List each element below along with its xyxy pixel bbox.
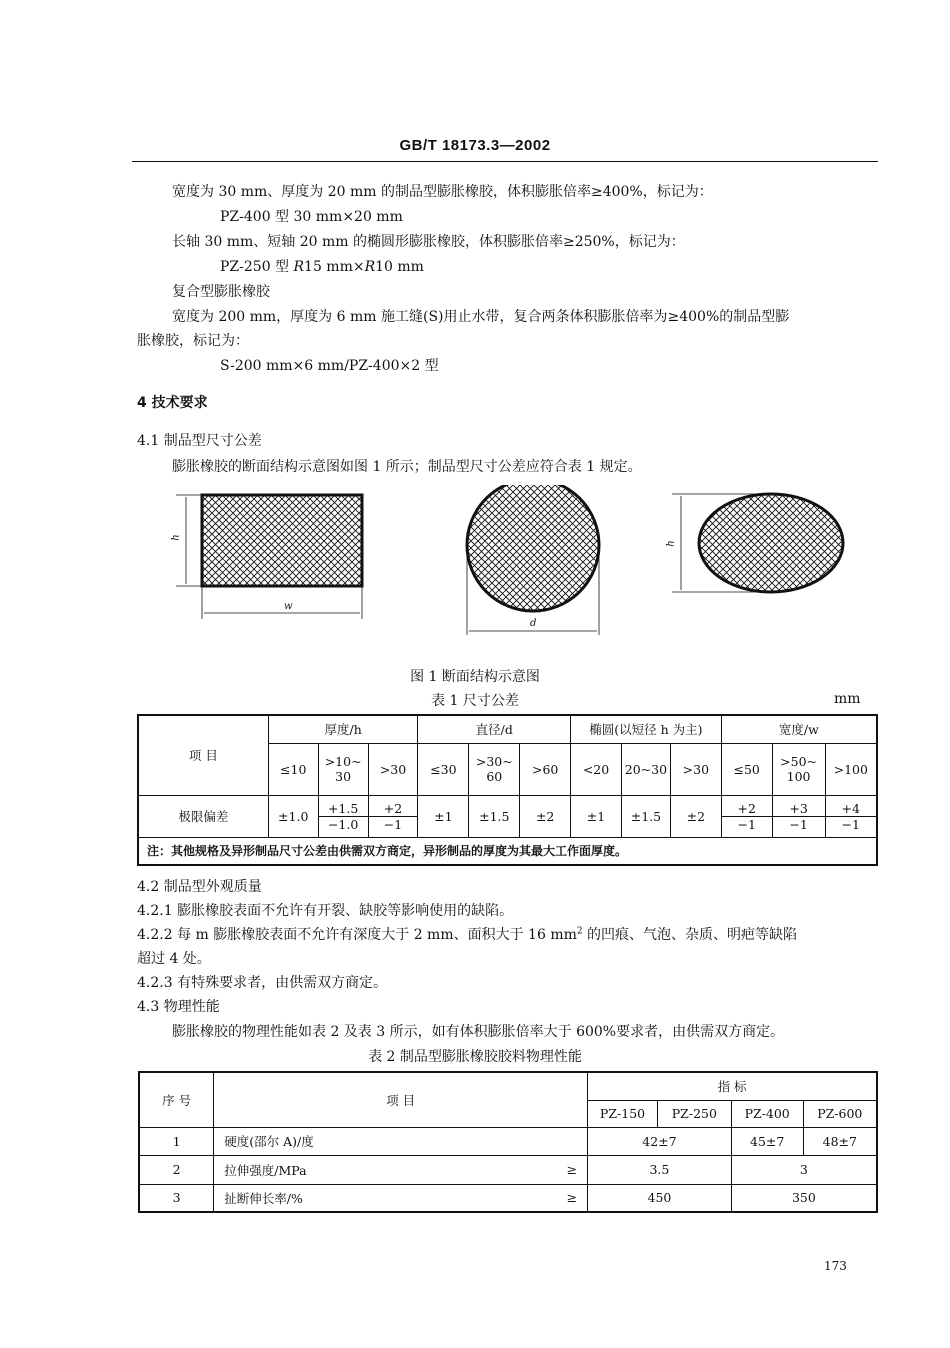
para-3: 复合型膨胀橡胶 — [172, 284, 270, 300]
table-1-sub: ≤30 — [418, 743, 469, 795]
fig-label-h2: h — [665, 540, 677, 547]
table-1-cell: +4 −1 — [825, 795, 877, 837]
table-2-value: 42±7 — [588, 1127, 732, 1155]
table-2-sign: ≥ — [513, 1155, 588, 1184]
section-4-2-2b: 超过 4 处。 — [137, 951, 211, 967]
table-2-value: 3.5 — [588, 1155, 732, 1184]
header-rule — [132, 161, 878, 162]
table-1-item-header: 项 目 — [138, 715, 268, 795]
page-header: GB/T 18173.3—2002 — [399, 137, 551, 154]
table-1-cell: ±1.5 — [621, 795, 670, 837]
para-4b: 胀橡胶，标记为： — [137, 333, 249, 349]
table-2-grade: PZ-250 — [657, 1100, 731, 1127]
section-4-2-1: 4.2.1 膨胀橡胶表面不允许有开裂、缺胶等影响使用的缺陷。 — [137, 903, 514, 919]
table-1-sub: 20~30 — [621, 743, 670, 795]
fig-label-d: d — [530, 618, 537, 629]
table-1-unit: mm — [834, 691, 861, 707]
fig-label-w: w — [284, 601, 293, 612]
table-row — [139, 1127, 877, 1155]
table-1-group-diameter: 直径/d — [418, 715, 571, 743]
section-4-3-heading: 4.3 物理性能 — [137, 999, 220, 1015]
section-4-3-text: 膨胀橡胶的物理性能如表 2 及表 3 所示，如有体积膨胀倍率大于 600%要求者，由供需双方商定。 — [172, 1024, 785, 1040]
table-1-cell: +1.5 −1.0 — [318, 795, 368, 837]
table-1-sub: >50~ 100 — [772, 743, 825, 795]
fig-label-h1: h — [170, 534, 182, 541]
table-2-item: 扯断伸长率/% — [214, 1184, 513, 1212]
para-4-mark: S-200 mm×6 mm/PZ-400×2 型 — [220, 358, 439, 374]
table-1-sub: >60 — [520, 743, 571, 795]
table-1-sub: ≤10 — [268, 743, 318, 795]
circle-section-shape — [467, 485, 599, 611]
table-2-value: 450 — [588, 1184, 732, 1212]
table-2-sign: ≥ — [513, 1184, 588, 1212]
table-2-value: 45±7 — [731, 1127, 803, 1155]
section-4-1-text: 膨胀橡胶的断面结构示意图如图 1 所示；制品型尺寸公差应符合表 1 规定。 — [172, 459, 642, 475]
page-number: 173 — [824, 1259, 847, 1273]
table-2-item: 拉伸强度/MPa — [214, 1155, 513, 1184]
table-1-cell: ±2 — [520, 795, 571, 837]
table-1-cell: +2 −1 — [721, 795, 772, 837]
figure-1-caption: 图 1 断面结构示意图 — [410, 669, 540, 685]
table-1-cell: ±1.5 — [469, 795, 520, 837]
table-2-grade: PZ-400 — [731, 1100, 803, 1127]
table-row — [139, 1184, 877, 1212]
table-2-no: 3 — [139, 1184, 214, 1212]
table-2-value: 350 — [731, 1184, 877, 1212]
table-1-sub: >30 — [368, 743, 418, 795]
table-2-no: 2 — [139, 1155, 214, 1184]
table-1-row-label: 极限偏差 — [138, 795, 268, 837]
table-2 — [138, 1071, 878, 1213]
table-1-cell: ±1 — [571, 795, 622, 837]
table-1-group-width: 宽度/w — [721, 715, 877, 743]
table-1-cell: ±1 — [418, 795, 469, 837]
table-1-sub: <20 — [571, 743, 622, 795]
table-2-grade: PZ-600 — [803, 1100, 877, 1127]
table-2-value: 3 — [731, 1155, 877, 1184]
para-1: 宽度为 30 mm、厚度为 20 mm 的制品型膨胀橡胶，体积膨胀倍率≥400%，标记为： — [172, 184, 713, 200]
table-row — [139, 1155, 877, 1184]
table-1-sub: >30 — [670, 743, 721, 795]
rect-section-shape — [202, 495, 362, 586]
table-1-caption: 表 1 尺寸公差 — [431, 693, 519, 709]
table-2-header-no: 序 号 — [139, 1072, 214, 1127]
table-2-grade: PZ-150 — [588, 1100, 658, 1127]
para-2: 长轴 30 mm、短轴 20 mm 的椭圆形膨胀橡胶，体积膨胀倍率≥250%，标记为： — [172, 234, 685, 250]
table-1-cell: ±2 — [670, 795, 721, 837]
table-2-header-index: 指 标 — [588, 1072, 877, 1100]
table-1-cell: ±1.0 — [268, 795, 318, 837]
section-4-heading: 4 技术要求 — [137, 395, 208, 411]
table-1-cell: +2 −1 — [368, 795, 418, 837]
para-1-mark: PZ-400 型 30 mm×20 mm — [220, 209, 403, 225]
table-1-sub: ≤50 — [721, 743, 772, 795]
section-4-2-heading: 4.2 制品型外观质量 — [137, 879, 262, 895]
table-2-value: 48±7 — [803, 1127, 877, 1155]
table-2-item: 硬度(邵尔 A)/度 — [214, 1127, 588, 1155]
table-2-caption: 表 2 制品型膨胀橡胶胶料物理性能 — [368, 1049, 582, 1065]
para-2-mark: PZ-250 型 R15 mm×R10 mm — [220, 259, 424, 275]
table-1-group-thickness: 厚度/h — [268, 715, 418, 743]
table-1-note: 注：其他规格及异形制品尺寸公差由供需双方商定，异形制品的厚度为其最大工作面厚度。 — [138, 837, 877, 865]
table-1-sub: >30~ 60 — [469, 743, 520, 795]
para-4a: 宽度为 200 mm，厚度为 6 mm 施工缝(S)用止水带，复合两条体积膨胀倍率为≥400%的制品型膨 — [172, 309, 790, 325]
table-2-no: 1 — [139, 1127, 214, 1155]
section-4-1-heading: 4.1 制品型尺寸公差 — [137, 433, 262, 449]
table-1-group-ellipse: 椭圆(以短径 h 为主) — [571, 715, 722, 743]
ellipse-section-shape — [699, 494, 843, 592]
section-4-2-2a: 4.2.2 每 m 膨胀橡胶表面不允许有深度大于 2 mm、面积大于 16 $mm^2$ 的凹痕、气泡、杂质、明疤等缺陷 — [137, 926, 798, 943]
table-1-sub: >10~ 30 — [318, 743, 368, 795]
table-1-sub: >100 — [825, 743, 877, 795]
table-1-cell: +3 −1 — [772, 795, 825, 837]
table-2-header-item: 项 目 — [214, 1072, 588, 1127]
table-1 — [137, 714, 878, 866]
section-4-2-3: 4.2.3 有特殊要求者，由供需双方商定。 — [137, 975, 388, 991]
